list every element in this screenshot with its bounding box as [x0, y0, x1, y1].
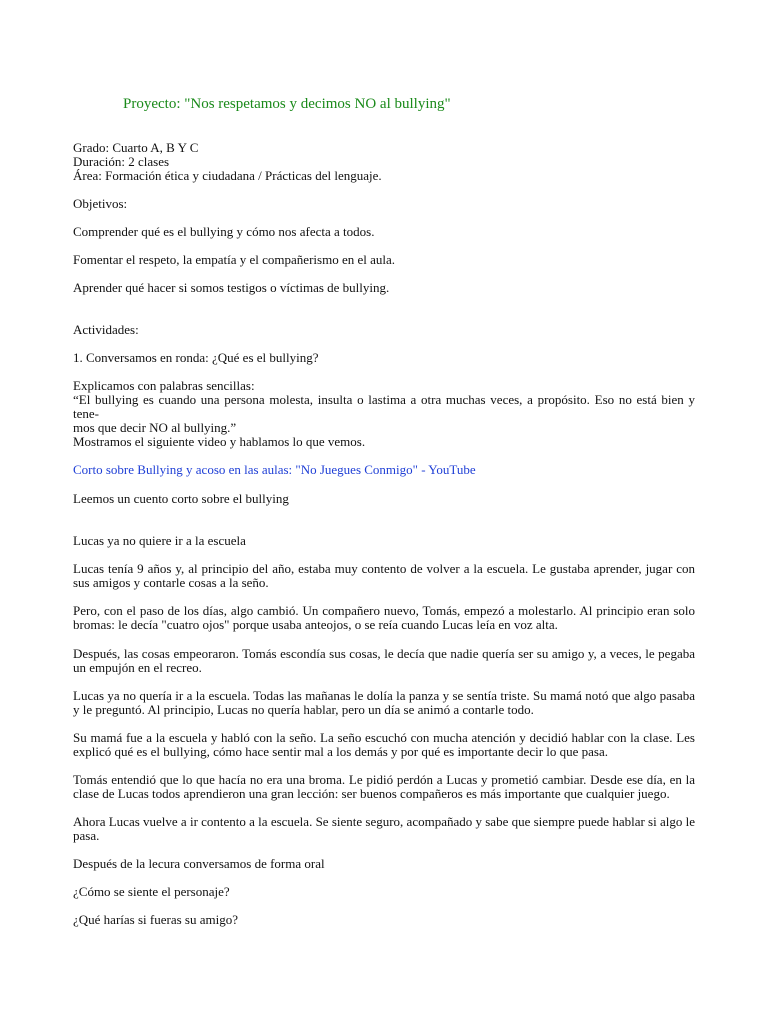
metadata-block: [73, 141, 695, 183]
story-paragraph: Pero, con el paso de los días, algo cambió. Un compañero nuevo, Tomás, empezó a molestarlo. Al principio eran solo bromas: le decía "cuatro ojos" porque usaba anteojos, o se reía cuando Lucas leía en voz alta.: [73, 603, 695, 632]
objective-item: Aprender qué hacer si somos testigos o víctimas de bullying.: [73, 280, 390, 295]
definition-paragraph: Explicamos con palabras sencillas: “El bullying es cuando una persona molesta, insulta o lastima a otra muchas veces, a propósito. Eso no está bien y tene- mos que decir NO al bullying.”: [73, 378, 695, 435]
activity-step-1: 1. Conversamos en ronda: ¿Qué es el bullying?: [73, 350, 319, 365]
video-link-block: [73, 463, 695, 477]
video-intro: Mostramos el siguiente video y hablamos lo que vemos.: [73, 434, 366, 449]
discussion-question: ¿Qué harías si fueras su amigo?: [73, 912, 238, 927]
activities-heading: Actividades:: [73, 322, 139, 337]
post-reading-intro: Después de la lecura conversamos de forma oral: [73, 856, 325, 871]
story-paragraph: Después, las cosas empeoraron. Tomás escondía sus cosas, le decía que nadie quería ser su amigo y, a veces, le pegaba un empujón en el recreo.: [73, 646, 695, 675]
objectives-heading: Objetivos:: [73, 196, 128, 211]
story-paragraph: Tomás entendió que lo que hacía no era una broma. Le pidió perdón a Lucas y prometió cambiar. Desde ese día, en la clase de Lucas todos aprendieron una gran lección: ser buenos compañeros es más importante que cualquier juego.: [73, 772, 695, 801]
document-title: Proyecto: "Nos respetamos y decimos NO al bullying": [123, 96, 451, 112]
area-line: Área: Formación ética y ciudadana / Prácticas del lenguaje.: [73, 168, 382, 183]
duration-line: Duración: 2 clases: [73, 154, 170, 169]
youtube-video-link[interactable]: Corto sobre Bullying y acoso en las aulas: "No Juegues Conmigo" - YouTube: [73, 462, 476, 477]
grade-line: Grado: Cuarto A, B Y C: [73, 140, 199, 155]
story-intro: Leemos un cuento corto sobre el bullying: [73, 491, 289, 506]
objective-item: Comprender qué es el bullying y cómo nos afecta a todos.: [73, 224, 375, 239]
story-paragraph: Lucas tenía 9 años y, al principio del año, estaba muy contento de volver a la escuela. Le gustaba aprender, jugar con sus amigos y contarle cosas a la seño.: [73, 561, 695, 590]
discussion-question: ¿Cómo se siente el personaje?: [73, 884, 230, 899]
story-paragraph: Su mamá fue a la escuela y habló con la seño. La seño escuchó con mucha atención y decidió hablar con la clase. Les explicó qué es el bullying, cómo hace sentir mal a los demás y por qué es importante decir lo que pasa.: [73, 730, 695, 759]
story-paragraph: Lucas ya no quería ir a la escuela. Todas las mañanas le dolía la panza y se sentía triste. Su mamá notó que algo pasaba y le preguntó. Al principio, Lucas no quería hablar, pero un día se animó a contarle todo.: [73, 688, 695, 717]
story-paragraph: Ahora Lucas vuelve a ir contento a la escuela. Se siente seguro, acompañado y sabe que siempre puede hablar si algo le pasa.: [73, 814, 695, 843]
story-title: Lucas ya no quiere ir a la escuela: [73, 533, 246, 548]
objective-item: Fomentar el respeto, la empatía y el compañerismo en el aula.: [73, 252, 395, 267]
